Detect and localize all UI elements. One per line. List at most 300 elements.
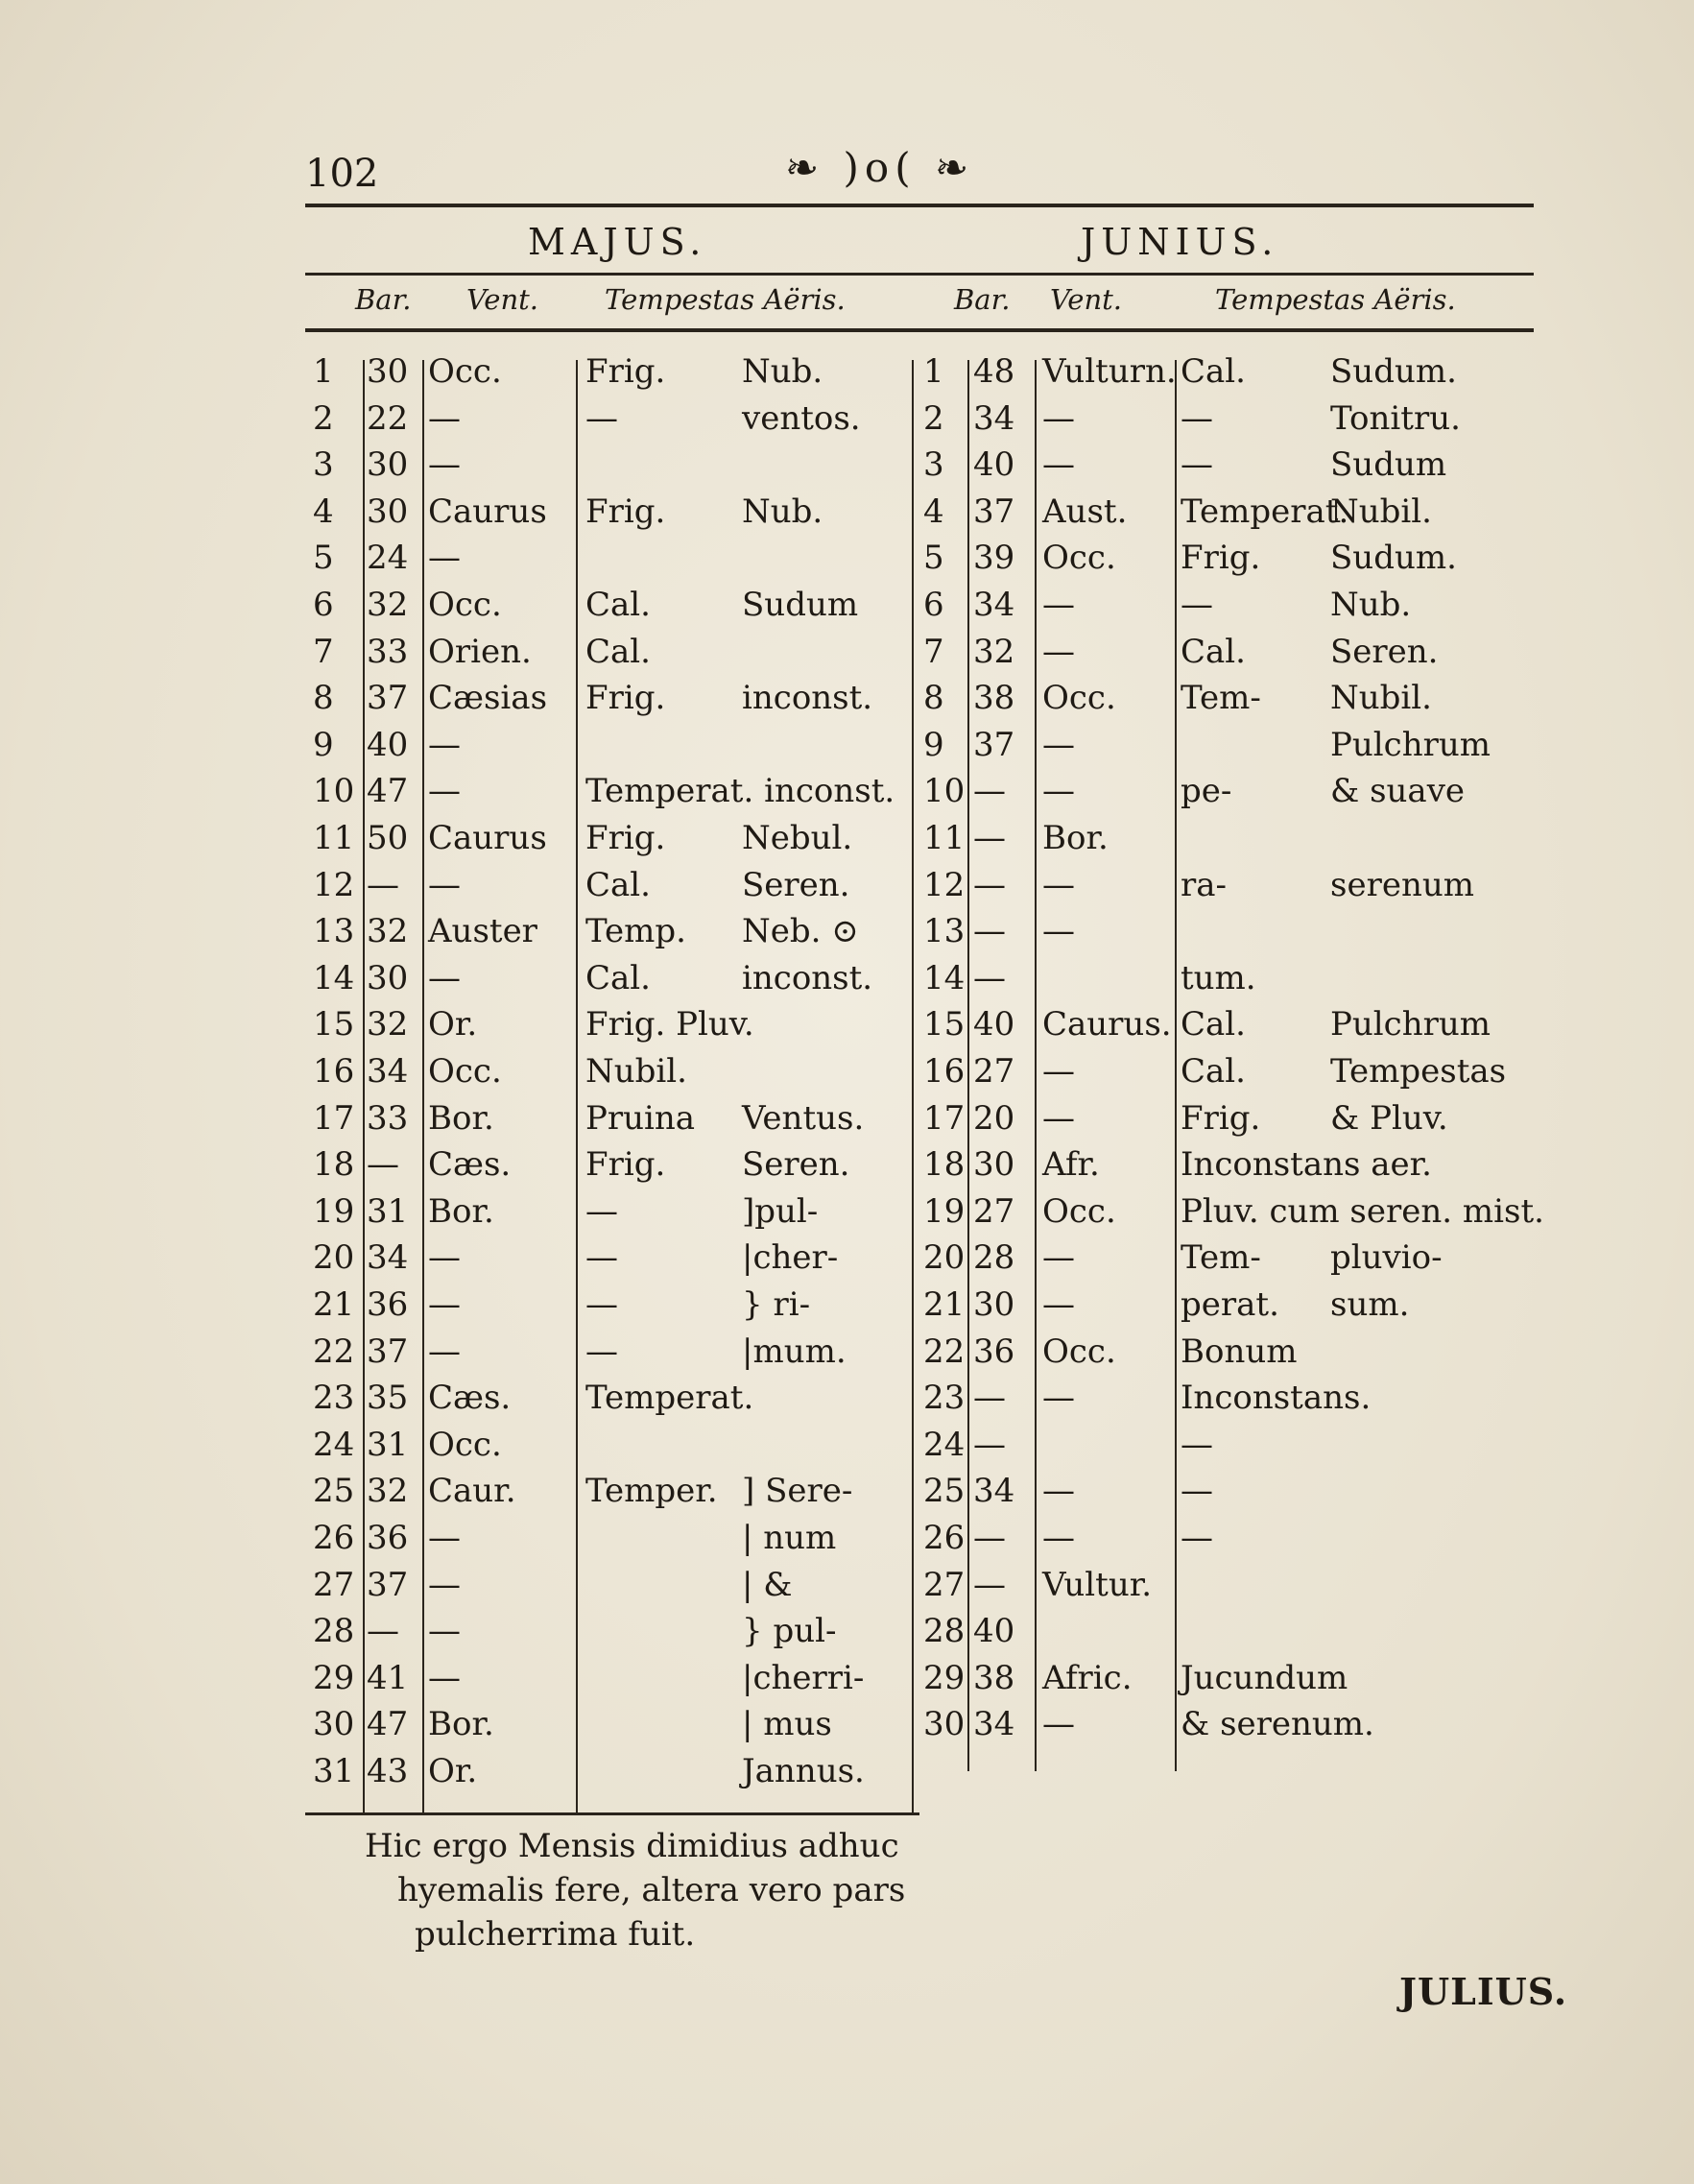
junius-cell-bar: 28 [973, 1238, 1015, 1278]
majus-cell-bar: 36 [367, 1285, 409, 1324]
junius-row [305, 1190, 1543, 1233]
majus-cell-bar: 31 [367, 1425, 409, 1464]
junius-cell-bar: — [973, 1425, 1006, 1464]
majus-cell-day: 21 [313, 1285, 355, 1324]
junius-cell-t2: Sudum. [1330, 352, 1457, 391]
junius-cell-t1: ra- [1181, 865, 1228, 904]
majus-cell-t2: ]pul- [742, 1191, 819, 1231]
junius-cell-t1: & serenum. [1181, 1705, 1374, 1744]
junius-cell-bar: 36 [973, 1332, 1015, 1371]
junius-cell-vent: Afric. [1042, 1658, 1133, 1697]
junius-cell-vent: Occ. [1042, 539, 1116, 578]
junius-cell-day: 7 [923, 632, 944, 671]
majus-cell-day: 14 [313, 958, 355, 997]
majus-cell-vent: — [428, 865, 461, 904]
junius-row [305, 1331, 1543, 1373]
junius-cell-t1: tum. [1181, 958, 1256, 997]
page-number: 102 [305, 152, 379, 196]
majus-cell-t1: Cal. [585, 632, 651, 671]
junius-cell-t2: Sudum [1330, 445, 1447, 485]
col-vent-majus: Vent. [466, 283, 538, 316]
junius-cell-vent: Vulturn. [1042, 352, 1177, 391]
majus-cell-day: 9 [313, 725, 334, 764]
junius-cell-bar: 34 [973, 398, 1015, 438]
junius-cell-t1: Inconstans. [1181, 1379, 1372, 1418]
majus-cell-bar: 30 [367, 352, 409, 391]
majus-cell-day: 13 [313, 912, 355, 951]
junius-cell-day: 20 [923, 1238, 966, 1278]
col-bar-junius: Bar. [954, 283, 1011, 316]
majus-cell-t2: } ri- [742, 1285, 811, 1324]
majus-cell-t2: |mum. [742, 1332, 847, 1371]
col-bar-majus: Bar. [355, 283, 412, 316]
majus-cell-bar: 36 [367, 1519, 409, 1557]
junius-cell-t1: pe- [1181, 772, 1232, 811]
majus-cell-day: 17 [313, 1098, 355, 1138]
junius-cell-t1: — [1181, 1472, 1213, 1511]
junius-cell-day: 8 [923, 679, 944, 718]
junius-cell-bar: — [973, 1519, 1006, 1557]
junius-cell-day: 21 [923, 1285, 966, 1324]
majus-cell-t1: Cal. [585, 586, 651, 624]
majus-cell-t2: Seren. [742, 865, 850, 904]
majus-cell-t2: Nub. [742, 352, 823, 391]
junius-cell-day: 24 [923, 1425, 966, 1464]
junius-cell-day: 30 [923, 1705, 966, 1744]
majus-cell-day: 10 [313, 772, 355, 811]
majus-cell-day: 11 [313, 819, 355, 857]
majus-cell-day: 25 [313, 1472, 355, 1511]
junius-cell-t1: Cal. [1181, 1005, 1246, 1044]
majus-cell-bar: — [367, 1612, 399, 1651]
majus-cell-t1: Pruina [585, 1098, 696, 1138]
majus-cell-vent: Cæs. [428, 1145, 512, 1185]
majus-cell-t2: Sudum [742, 586, 859, 624]
junius-cell-t1: Tem- [1181, 1238, 1261, 1278]
majus-cell-bar: 37 [367, 679, 409, 718]
junius-row [305, 1377, 1543, 1419]
junius-cell-vent: — [1042, 398, 1075, 438]
junius-row [305, 1284, 1543, 1326]
majus-cell-t1: Frig. Pluv. [585, 1005, 754, 1044]
majus-cell-t2: Nebul. [742, 819, 853, 857]
junius-cell-day: 12 [923, 865, 966, 904]
junius-row [305, 1657, 1543, 1699]
majus-cell-vent: Bor. [428, 1705, 494, 1744]
junius-row [305, 350, 1543, 393]
junius-cell-t1: Cal. [1181, 352, 1246, 391]
majus-cell-t2: Ventus. [742, 1098, 865, 1138]
junius-row [305, 1050, 1543, 1092]
majus-cell-bar: — [367, 865, 399, 904]
majus-cell-day: 1 [313, 352, 334, 391]
junius-cell-vent: — [1042, 1705, 1075, 1744]
junius-cell-day: 15 [923, 1005, 966, 1044]
majus-cell-t1: Frig. [585, 1145, 666, 1185]
majus-cell-day: 30 [313, 1705, 355, 1744]
month-headings [305, 221, 1534, 269]
majus-cell-t1: Frig. [585, 352, 666, 391]
junius-cell-t1: perat. [1181, 1285, 1279, 1324]
page-header [305, 144, 1534, 202]
junius-cell-t1: — [1181, 1425, 1213, 1464]
junius-cell-bar: — [973, 865, 1006, 904]
junius-cell-bar: 27 [973, 1191, 1015, 1231]
junius-cell-day: 5 [923, 539, 944, 578]
majus-cell-day: 7 [313, 632, 334, 671]
junius-cell-t2: Pulchrum [1330, 725, 1491, 764]
junius-cell-vent: — [1042, 865, 1075, 904]
junius-row [305, 1003, 1543, 1045]
majus-cell-t2: Nub. [742, 492, 823, 531]
junius-cell-day: 9 [923, 725, 944, 764]
junius-row [305, 910, 1543, 952]
junius-row [305, 1610, 1543, 1652]
majus-cell-t2: |cherri- [742, 1658, 865, 1697]
junius-cell-t2: sum. [1330, 1285, 1410, 1324]
junius-cell-bar: 32 [973, 632, 1015, 671]
junius-cell-t1: Cal. [1181, 632, 1246, 671]
col-tempestas-majus: Tempestas Aëris. [605, 283, 846, 316]
header-rule-upper [305, 273, 1534, 276]
junius-cell-day: 4 [923, 492, 944, 531]
junius-row [305, 444, 1543, 486]
majus-cell-vent: Occ. [428, 1425, 502, 1464]
majus-cell-day: 23 [313, 1379, 355, 1418]
majus-cell-bar: — [367, 1145, 399, 1185]
majus-cell-day: 20 [313, 1238, 355, 1278]
majus-cell-t1: Frig. [585, 492, 666, 531]
junius-cell-day: 27 [923, 1565, 966, 1604]
majus-cell-vent: Or. [428, 1005, 478, 1044]
junius-cell-bar: — [973, 819, 1006, 857]
majus-cell-vent: — [428, 1519, 461, 1557]
junius-cell-day: 13 [923, 912, 966, 951]
junius-cell-t1: — [1181, 398, 1213, 438]
junius-row [305, 817, 1543, 859]
junius-cell-bar: 48 [973, 352, 1015, 391]
majus-cell-t1: — [585, 1332, 618, 1371]
junius-cell-t2: Nubil. [1330, 492, 1432, 531]
majus-cell-vent: Caur. [428, 1472, 516, 1511]
majus-cell-vent: — [428, 1332, 461, 1371]
junius-cell-vent: — [1042, 1052, 1075, 1091]
majus-cell-vent: Bor. [428, 1191, 494, 1231]
majus-cell-vent: — [428, 1565, 461, 1604]
majus-cell-day: 4 [313, 492, 334, 531]
majus-cell-day: 15 [313, 1005, 355, 1044]
majus-cell-bar: 30 [367, 492, 409, 531]
majus-cell-vent: — [428, 1238, 461, 1278]
majus-cell-vent: Cæsias [428, 679, 548, 718]
majus-cell-bar: 22 [367, 398, 409, 438]
junius-cell-t1: — [1181, 586, 1213, 624]
majus-cell-bar: 32 [367, 912, 409, 951]
junius-cell-vent: — [1042, 912, 1075, 951]
junius-row [305, 1470, 1543, 1512]
majus-cell-bar: 37 [367, 1565, 409, 1604]
junius-cell-bar: 34 [973, 1705, 1015, 1744]
majus-cell-vent: Occ. [428, 1052, 502, 1091]
majus-cell-day: 24 [313, 1425, 355, 1464]
majus-cell-bar: 34 [367, 1238, 409, 1278]
junius-cell-t1: Cal. [1181, 1052, 1246, 1091]
majus-cell-vent: Or. [428, 1752, 478, 1790]
junius-row [305, 1097, 1543, 1140]
majus-cell-t1: Temp. [585, 912, 686, 951]
junius-cell-day: 26 [923, 1519, 966, 1557]
majus-cell-t2: | num [742, 1519, 837, 1557]
junius-row [305, 677, 1543, 719]
junius-cell-vent: — [1042, 586, 1075, 624]
junius-cell-bar: — [973, 1565, 1006, 1604]
majus-cell-day: 6 [313, 586, 334, 624]
majus-cell-vent: Bor. [428, 1098, 494, 1138]
junius-cell-bar: 38 [973, 679, 1015, 718]
junius-cell-t1: — [1181, 445, 1213, 485]
junius-row [305, 957, 1543, 999]
table-bottom-rule [305, 1812, 919, 1815]
month-junius: JUNIUS. [1081, 221, 1279, 263]
majus-cell-t2: inconst. [742, 958, 873, 997]
junius-cell-t2: Nub. [1330, 586, 1412, 624]
majus-cell-vent: Orien. [428, 632, 532, 671]
majus-cell-bar: 41 [367, 1658, 409, 1697]
majus-cell-day: 19 [313, 1191, 355, 1231]
junius-cell-bar: 40 [973, 445, 1015, 485]
junius-cell-bar: 38 [973, 1658, 1015, 1697]
junius-cell-bar: 40 [973, 1005, 1015, 1044]
junius-cell-vent: — [1042, 445, 1075, 485]
majus-cell-day: 28 [313, 1612, 355, 1651]
junius-cell-vent: Occ. [1042, 1191, 1116, 1231]
junius-cell-day: 22 [923, 1332, 966, 1371]
junius-cell-vent: Occ. [1042, 679, 1116, 718]
junius-cell-bar: 30 [973, 1145, 1015, 1185]
junius-cell-bar: 34 [973, 586, 1015, 624]
majus-cell-t1: Temperat. [585, 1379, 754, 1418]
junius-cell-t2: & Pluv. [1330, 1098, 1448, 1138]
majus-cell-t1: — [585, 1238, 618, 1278]
junius-row [305, 864, 1543, 906]
majus-cell-vent: Occ. [428, 352, 502, 391]
junius-cell-vent: Occ. [1042, 1332, 1116, 1371]
majus-cell-bar: 47 [367, 1705, 409, 1744]
junius-cell-t2: Tonitru. [1330, 398, 1461, 438]
majus-cell-bar: 47 [367, 772, 409, 811]
majus-cell-day: 31 [313, 1752, 355, 1790]
majus-cell-vent: Caurus [428, 492, 547, 531]
majus-cell-t1: Temperat. inconst. [585, 772, 895, 811]
majus-cell-bar: 33 [367, 632, 409, 671]
junius-cell-day: 17 [923, 1098, 966, 1138]
junius-cell-bar: 27 [973, 1052, 1015, 1091]
junius-cell-bar: 34 [973, 1472, 1015, 1511]
junius-cell-t2: Nubil. [1330, 679, 1432, 718]
junius-row [305, 491, 1543, 533]
majus-cell-bar: 34 [367, 1052, 409, 1091]
junius-cell-t1: Bonum [1181, 1332, 1298, 1371]
junius-cell-bar: — [973, 958, 1006, 997]
junius-cell-t2: serenum [1330, 865, 1474, 904]
majus-cell-t1: — [585, 398, 618, 438]
junius-cell-t1: Inconstans aer. [1181, 1145, 1432, 1185]
majus-cell-day: 18 [313, 1145, 355, 1185]
majus-cell-bar: 30 [367, 445, 409, 485]
junius-row [305, 397, 1543, 440]
junius-row [305, 1517, 1543, 1559]
junius-cell-t1: Frig. [1181, 1098, 1261, 1138]
majus-cell-day: 3 [313, 445, 334, 485]
junius-cell-t1: Frig. [1181, 539, 1261, 578]
majus-cell-t2: | mus [742, 1705, 832, 1744]
junius-row [305, 537, 1543, 579]
junius-row [305, 1143, 1543, 1186]
junius-cell-vent: Aust. [1042, 492, 1128, 531]
header-rule-lower [305, 328, 1534, 332]
junius-cell-day: 19 [923, 1191, 966, 1231]
majus-cell-bar: 32 [367, 1472, 409, 1511]
majus-cell-vent: — [428, 539, 461, 578]
majus-cell-vent: Caurus [428, 819, 547, 857]
majus-cell-t1: — [585, 1191, 618, 1231]
junius-cell-t1: Pluv. cum seren. mist. [1181, 1191, 1544, 1231]
junius-cell-vent: Caurus. [1042, 1005, 1172, 1044]
catchword: JULIUS. [1399, 1970, 1568, 2013]
majus-cell-bar: 33 [367, 1098, 409, 1138]
junius-cell-vent: — [1042, 632, 1075, 671]
junius-row [305, 770, 1543, 812]
majus-cell-vent: Auster [428, 912, 537, 951]
junius-cell-vent: — [1042, 1379, 1075, 1418]
majus-cell-day: 8 [313, 679, 334, 718]
majus-row [305, 1750, 1543, 1792]
majus-cell-bar: 24 [367, 539, 409, 578]
majus-cell-vent: Cæs. [428, 1379, 512, 1418]
majus-cell-bar: 43 [367, 1752, 409, 1790]
majus-cell-bar: 50 [367, 819, 409, 857]
majus-cell-day: 16 [313, 1052, 355, 1091]
junius-row [305, 724, 1543, 766]
majus-cell-t1: Frig. [585, 679, 666, 718]
majus-cell-vent: — [428, 1612, 461, 1651]
majus-cell-bar: 32 [367, 586, 409, 624]
junius-row [305, 1703, 1543, 1745]
junius-cell-t1: Tem- [1181, 679, 1261, 718]
weather-table [305, 350, 1543, 1810]
column-headers [305, 283, 1534, 326]
majus-cell-t2: | & [742, 1565, 793, 1604]
junius-cell-bar: 30 [973, 1285, 1015, 1324]
majus-cell-t2: Seren. [742, 1145, 850, 1185]
majus-cell-t2: ventos. [742, 398, 861, 438]
junius-cell-vent: Bor. [1042, 819, 1109, 857]
majus-cell-bar: 40 [367, 725, 409, 764]
junius-cell-t2: pluvio- [1330, 1238, 1443, 1278]
junius-row [305, 1236, 1543, 1279]
header-ornament: ❧ )o( ❧ [785, 144, 975, 191]
junius-cell-t2: Pulchrum [1330, 1005, 1491, 1044]
note-line: hyemalis fere, altera vero pars [397, 1871, 906, 1909]
junius-cell-vent: — [1042, 725, 1075, 764]
col-tempestas-junius: Tempestas Aëris. [1215, 283, 1456, 316]
majus-cell-bar: 30 [367, 958, 409, 997]
majus-cell-vent: — [428, 772, 461, 811]
junius-cell-day: 23 [923, 1379, 966, 1418]
junius-row [305, 1424, 1543, 1466]
junius-cell-vent: Vultur. [1042, 1565, 1153, 1604]
majus-cell-bar: 31 [367, 1191, 409, 1231]
junius-cell-day: 6 [923, 586, 944, 624]
junius-cell-t1: Jucundum [1181, 1658, 1348, 1697]
majus-cell-vent: — [428, 445, 461, 485]
majus-cell-day: 26 [313, 1519, 355, 1557]
majus-cell-day: 12 [313, 865, 355, 904]
junius-cell-day: 14 [923, 958, 966, 997]
majus-cell-t2: |cher- [742, 1238, 839, 1278]
junius-cell-day: 10 [923, 772, 966, 811]
junius-cell-bar: — [973, 772, 1006, 811]
junius-cell-day: 2 [923, 398, 944, 438]
majus-cell-t1: Temper. [585, 1472, 718, 1511]
junius-cell-bar: — [973, 912, 1006, 951]
majus-cell-day: 22 [313, 1332, 355, 1371]
junius-cell-t2: Tempestas [1330, 1052, 1507, 1091]
majus-cell-t1: Frig. [585, 819, 666, 857]
junius-cell-day: 25 [923, 1472, 966, 1511]
junius-cell-vent: — [1042, 1238, 1075, 1278]
col-vent-junius: Vent. [1050, 283, 1122, 316]
junius-cell-vent: Afr. [1042, 1145, 1100, 1185]
junius-cell-day: 11 [923, 819, 966, 857]
junius-cell-day: 3 [923, 445, 944, 485]
junius-cell-t1: Temperat. [1181, 492, 1349, 531]
majus-cell-t1: Cal. [585, 865, 651, 904]
junius-cell-bar: 37 [973, 492, 1015, 531]
majus-cell-vent: — [428, 725, 461, 764]
junius-cell-day: 29 [923, 1658, 966, 1697]
note-line: Hic ergo Mensis dimidius adhuc [365, 1827, 899, 1865]
junius-cell-t1: — [1181, 1519, 1213, 1557]
majus-cell-t2: Neb. ⊙ [742, 912, 859, 951]
majus-cell-t1: — [585, 1285, 618, 1324]
majus-cell-vent: — [428, 398, 461, 438]
month-note [365, 1824, 960, 1956]
majus-cell-vent: — [428, 958, 461, 997]
junius-cell-bar: 40 [973, 1612, 1015, 1651]
junius-cell-t2: Seren. [1330, 632, 1439, 671]
junius-cell-day: 16 [923, 1052, 966, 1091]
junius-cell-vent: — [1042, 1098, 1075, 1138]
majus-cell-vent: Occ. [428, 586, 502, 624]
majus-cell-bar: 35 [367, 1379, 409, 1418]
majus-cell-day: 2 [313, 398, 334, 438]
majus-cell-bar: 37 [367, 1332, 409, 1371]
junius-cell-vent: — [1042, 1519, 1075, 1557]
majus-cell-t2: inconst. [742, 679, 873, 718]
junius-row [305, 631, 1543, 673]
majus-cell-vent: — [428, 1658, 461, 1697]
junius-row [305, 1564, 1543, 1606]
majus-cell-day: 5 [313, 539, 334, 578]
junius-row [305, 584, 1543, 626]
majus-cell-day: 29 [313, 1658, 355, 1697]
junius-cell-vent: — [1042, 772, 1075, 811]
junius-cell-day: 28 [923, 1612, 966, 1651]
junius-cell-vent: — [1042, 1472, 1075, 1511]
junius-cell-bar: 20 [973, 1098, 1015, 1138]
junius-cell-day: 18 [923, 1145, 966, 1185]
